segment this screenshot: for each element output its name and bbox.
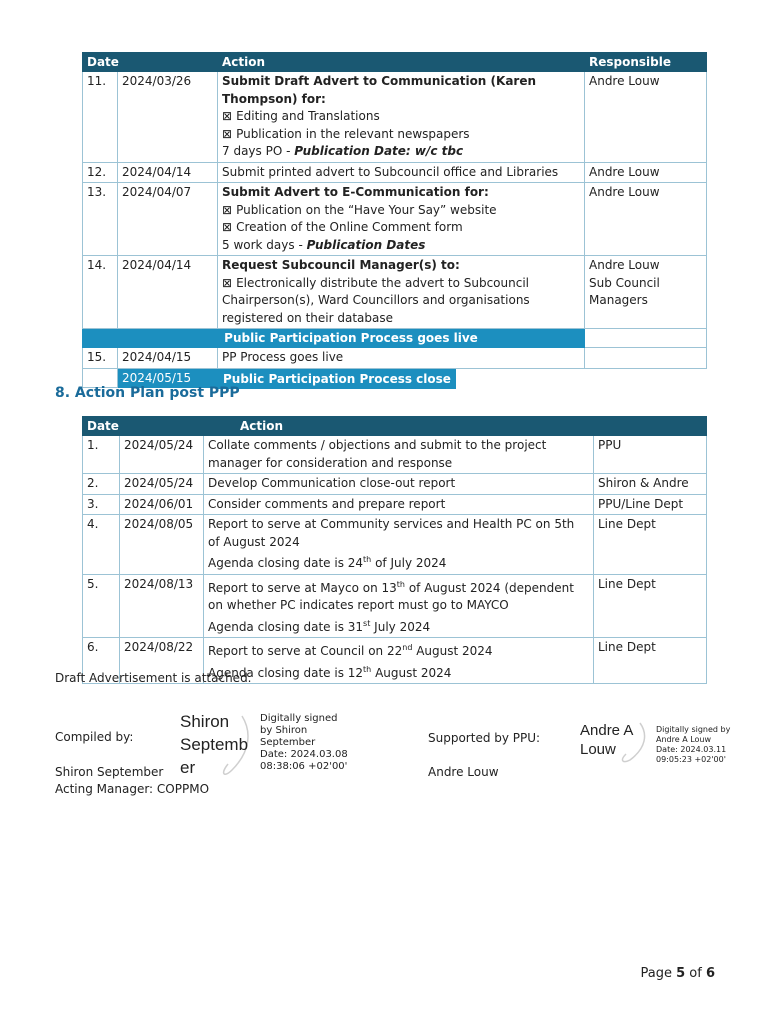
digital-signature-name: Andre A Louw (580, 722, 634, 758)
row-date: 2024/08/13 (120, 574, 204, 638)
row-number: 5. (83, 574, 120, 638)
row-date: 2024/06/01 (120, 494, 204, 515)
row-number: 13. (83, 183, 118, 256)
row-responsible: Andre Louw (585, 183, 707, 256)
row-number: 1. (83, 436, 120, 474)
row-action (218, 183, 585, 256)
table-header-row (83, 417, 707, 436)
attached-note: Draft Advertisement is attached. (55, 671, 252, 685)
supported-name: Andre Louw (428, 765, 499, 779)
row-number: 11. (83, 72, 118, 163)
table-row (83, 72, 707, 163)
row-number: 12. (83, 162, 118, 183)
row-date: 2024/08/05 (120, 515, 204, 575)
checked-box-icon: ⊠ (222, 220, 233, 234)
supported-label: Supported by PPU: (428, 731, 541, 745)
row-date: 2024/08/22 (120, 638, 204, 684)
table-row (83, 348, 707, 369)
compiled-label: Compiled by: (55, 730, 134, 744)
row-date: 2024/04/15 (118, 348, 218, 369)
close-text: Public Participation Process close (218, 369, 456, 389)
action-title: Submit Draft Advert to Communication (Karen Thompson) for: (222, 74, 537, 106)
action-note: 5 work days - Publication Dates (222, 237, 426, 252)
digital-signature-name: Shiron Septemb er (180, 712, 249, 777)
row-responsible: PPU (594, 436, 707, 474)
compiled-title: Acting Manager: COPPMO (55, 782, 210, 796)
row-responsible: PPU/Line Dept (594, 494, 707, 515)
digital-signature-details: Digitally signed by Andre A Louw Date: 2024.03.11 09:05:23 +02'00' (656, 725, 731, 764)
row-action: Report to serve at Mayco on 13th of August 2024 (dependent on whether PC indicates report must go to MAYCO Agenda closing date is 31st July 2024 (204, 574, 594, 638)
row-date: 2024/05/24 (120, 474, 204, 495)
action-table-ppp (82, 52, 707, 388)
row-action: Develop Communication close-out report (204, 474, 594, 495)
row-action: Collate comments / objections and submit to the project manager for consideration and response (204, 436, 594, 474)
table-row (83, 474, 707, 495)
header-responsible: Responsible (585, 53, 707, 72)
row-action: Report to serve at Community services and Health PC on 5th of August 2024 Agenda closing date is 24th of July 2024 (204, 515, 594, 575)
action-title: Request Subcouncil Manager(s) to: (222, 258, 460, 272)
row-action: Submit printed advert to Subcouncil office and Libraries (218, 162, 585, 183)
row-number: 3. (83, 494, 120, 515)
header-date: Date (83, 417, 204, 436)
table-header-row (83, 53, 707, 72)
compiled-name: Shiron September (55, 765, 164, 779)
action-title: Submit Advert to E-Communication for: (222, 185, 489, 199)
row-number: 2. (83, 474, 120, 495)
action-item: ⊠ Electronically distribute the advert to Subcouncil Chairperson(s), Ward Councillors and organisations registered on their database (222, 275, 530, 325)
row-number: 4. (83, 515, 120, 575)
table-row (83, 183, 707, 256)
row-date: 2024/04/07 (118, 183, 218, 256)
header-date: Date (83, 53, 218, 72)
row-action (218, 256, 585, 329)
digital-signature-details: Digitally signed by Shiron September Date: 2024.03.08 08:38:06 +02'00' (260, 713, 348, 772)
table-row (83, 256, 707, 329)
action-note: 7 days PO - Publication Date: w/c tbc (222, 144, 464, 158)
row-number: 6. (83, 638, 120, 684)
row-responsible: Line Dept (594, 638, 707, 684)
row-responsible: Andre Louw (585, 162, 707, 183)
highlight-row (83, 329, 707, 348)
action-item: ⊠ Publication in the relevant newspapers (222, 126, 470, 141)
highlight-text: Public Participation Process goes live (118, 329, 585, 348)
table-row (83, 162, 707, 183)
action-item: ⊠ Editing and Translations (222, 109, 380, 123)
checked-box-icon: ⊠ (222, 109, 233, 123)
row-date: 2024/05/15 (118, 368, 218, 387)
row-number: 14. (83, 256, 118, 329)
header-action: Action (218, 53, 585, 72)
header-action: Action (204, 417, 594, 436)
table-row (83, 436, 707, 474)
action-item: ⊠ Publication on the “Have Your Say” website (222, 202, 497, 217)
row-date: 2024/03/26 (118, 72, 218, 163)
row-responsible: Andre Louw (585, 72, 707, 163)
row-date: 2024/05/24 (120, 436, 204, 474)
table-row (83, 494, 707, 515)
action-plan-post-ppp-table (82, 416, 707, 684)
row-action: PP Process goes live (218, 348, 585, 369)
row-responsible: Andre Louw Sub Council Managers (585, 256, 707, 329)
page-number: Page 5 of 6 (640, 966, 715, 981)
row-date: 2024/04/14 (118, 162, 218, 183)
section-heading: 8. Action Plan post PPP (55, 385, 240, 401)
row-date: 2024/04/14 (118, 256, 218, 329)
checked-box-icon: ⊠ (222, 202, 233, 217)
row-action: Report to serve at Council on 22nd August 2024 Agenda closing date is 12th August 2024 (204, 638, 594, 684)
row-responsible: Line Dept (594, 574, 707, 638)
row-action: Consider comments and prepare report (204, 494, 594, 515)
action-item: ⊠ Creation of the Online Comment form (222, 220, 463, 234)
row-number: 15. (83, 348, 118, 369)
row-responsible: Line Dept (594, 515, 707, 575)
row-responsible: Shiron & Andre (594, 474, 707, 495)
table-row (83, 515, 707, 575)
checked-box-icon: ⊠ (222, 275, 233, 290)
checked-box-icon: ⊠ (222, 126, 233, 141)
row-action (218, 72, 585, 163)
table-row (83, 574, 707, 638)
